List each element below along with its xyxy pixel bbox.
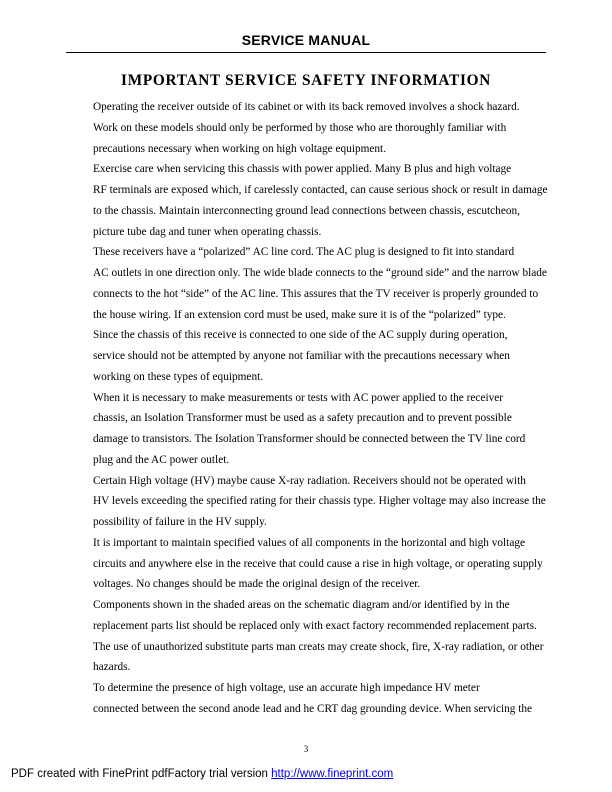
text-line: Work on these models should only be performed by those who are thoroughly familiar with: [93, 121, 507, 134]
text-line: connected between the second anode lead and he CRT dag grounding device. When servicing the: [93, 702, 533, 715]
text-line: possibility of failure in the HV supply.: [93, 516, 267, 528]
text-line: hazards.: [93, 661, 131, 674]
paragraph: [70, 97, 550, 159]
footer-text: PDF created with FinePrint pdfFactory trial version: [11, 768, 268, 780]
text-line: precautions necessary when working on high voltage equipment.: [93, 142, 387, 155]
footer-link[interactable]: http://www.fineprint.com: [271, 768, 394, 780]
text-line: RF terminals are exposed which, if carelessly contacted, can cause serious shock or result in damage: [93, 184, 548, 196]
paragraph: [70, 471, 550, 533]
text-line: circuits and anywhere else in the receive that could cause a rise in high voltage, or operating supply: [93, 557, 543, 570]
text-line: damage to transistors. The Isolation Transformer should be connected between the TV line cord: [93, 433, 526, 445]
paragraph: [70, 388, 550, 471]
text-line: To determine the presence of high voltage, use an accurate high impedance HV meter: [93, 682, 480, 694]
text-line: to the chassis. Maintain interconnecting ground lead connections between chassis, escutcheon,: [93, 204, 520, 217]
text-line: Operating the receiver outside of its cabinet or with its back removed involves a shock hazard.: [93, 101, 520, 113]
text-line: voltages. No changes should be made the original design of the receiver.: [93, 578, 421, 591]
text-line: picture tube dag and tuner when operating chassis.: [93, 225, 322, 238]
text-line: replacement parts list should be replaced only with exact factory recommended replacement parts.: [93, 619, 537, 632]
paragraph: [70, 325, 550, 387]
text-line: Components shown in the shaded areas on the schematic diagram and/or identified by in the: [93, 599, 510, 611]
text-line: the house wiring. If an extension cord must be used, make sure it is of the “polarized” type.: [93, 308, 506, 321]
text-line: The use of unauthorized substitute parts man creats may create shock, fire, X-ray radiation, or other: [93, 640, 544, 653]
pdf-footer: [11, 768, 393, 780]
header-rule: [66, 52, 546, 53]
text-line: Exercise care when servicing this chassis with power applied. Many B plus and high voltage: [93, 163, 512, 176]
text-line: plug and the AC power outlet.: [93, 453, 230, 466]
paragraph: [70, 159, 550, 242]
text-line: HV levels exceeding the specified rating for their chassis type. Higher voltage may also increase the: [93, 495, 546, 508]
text-line: connects to the hot “side” of the AC line. This assures that the TV receiver is properly grounded to: [93, 287, 539, 300]
text-line: Since the chassis of this receive is connected to one side of the AC supply during operation,: [93, 329, 508, 342]
text-line: Certain High voltage (HV) maybe cause X-ray radiation. Receivers should not be operated with: [93, 474, 526, 487]
text-line: When it is necessary to make measurements or tests with AC power applied to the receiver: [93, 391, 504, 404]
text-line: service should not be attempted by anyone not familiar with the precautions necessary when: [93, 350, 510, 362]
text-line: working on these types of equipment.: [93, 370, 264, 383]
paragraph: [70, 595, 550, 678]
text-line: AC outlets in one direction only. The wide blade connects to the “ground side” and the narrow blade: [93, 267, 547, 279]
paragraph: [70, 533, 550, 595]
text-line: chassis, an Isolation Transformer must be used as a safety precaution and to prevent possible: [93, 412, 512, 425]
paragraph: [70, 678, 550, 720]
running-header: SERVICE MANUAL: [241, 32, 371, 48]
page-number: 3: [303, 744, 309, 754]
paragraph: [70, 242, 550, 325]
text-line: It is important to maintain specified values of all components in the horizontal and high voltage: [93, 536, 526, 549]
document-body: [70, 97, 550, 720]
text-line: These receivers have a “polarized” AC line cord. The AC plug is designed to fit into standard: [93, 246, 515, 259]
document-title: IMPORTANT SERVICE SAFETY INFORMATION: [121, 72, 491, 89]
